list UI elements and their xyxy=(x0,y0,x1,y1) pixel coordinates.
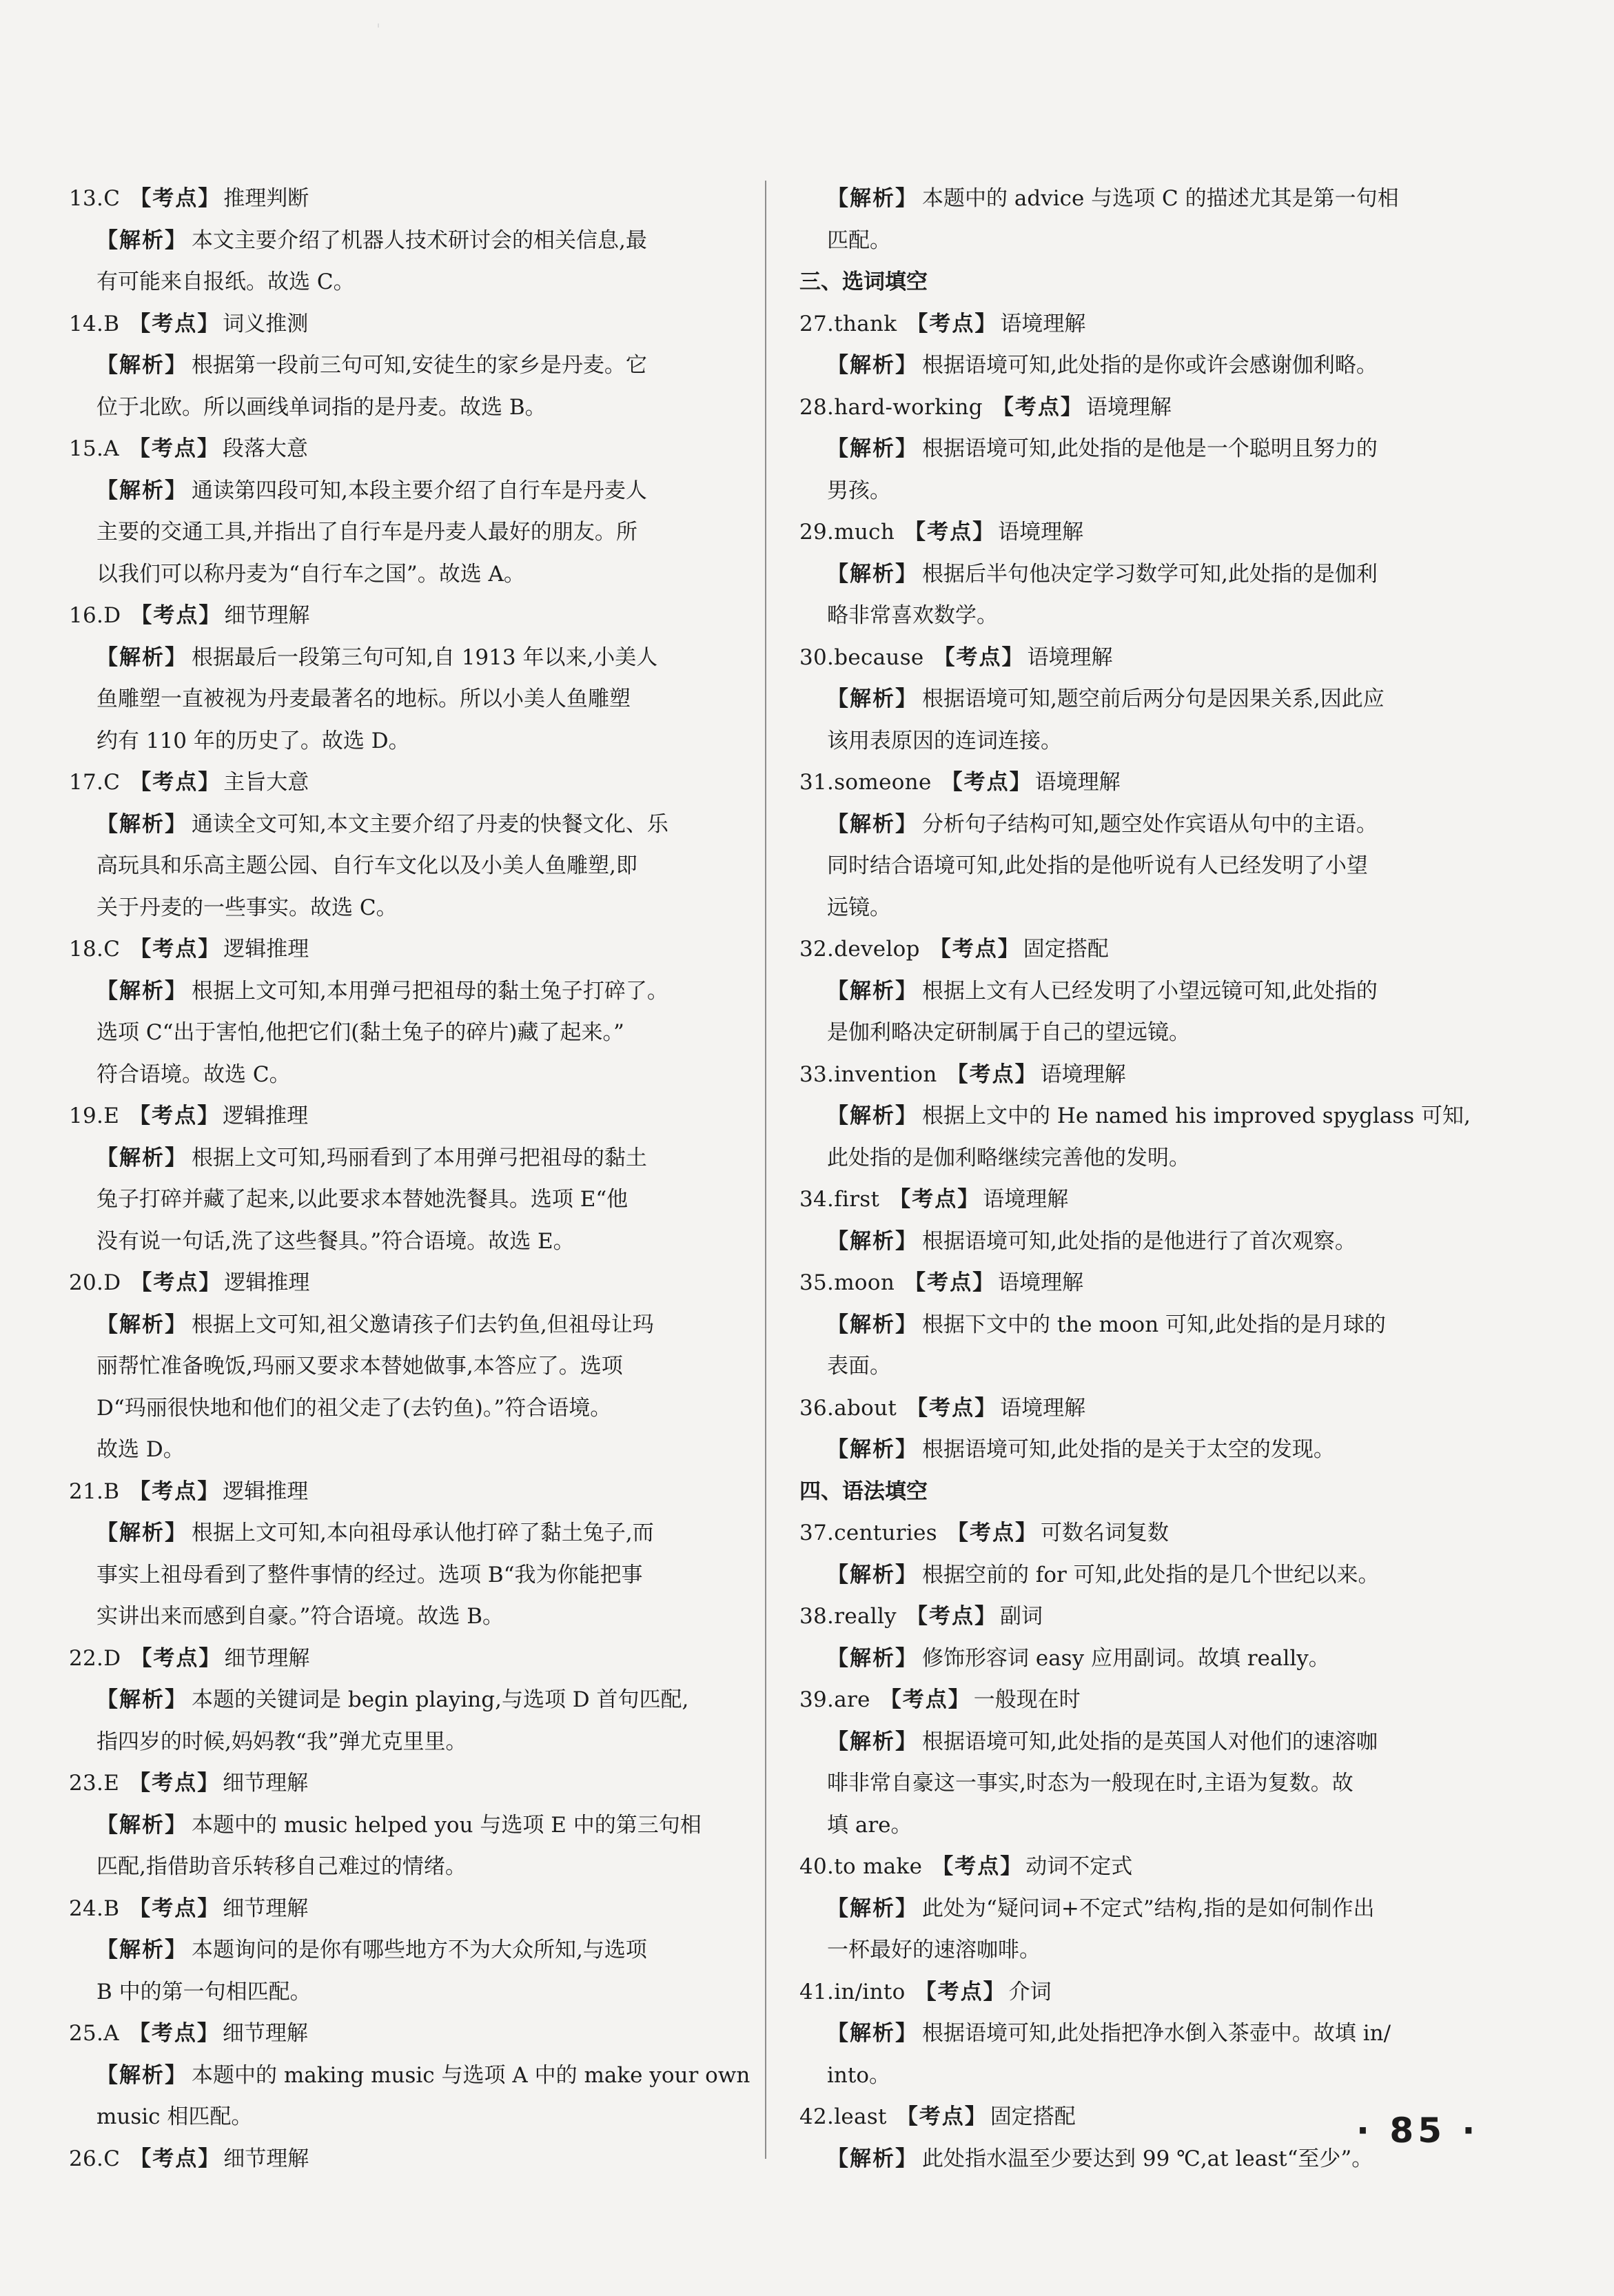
analysis-continuation: 高玩具和乐高主题公园、自行车文化以及小美人鱼雕塑,即 xyxy=(96,853,637,878)
question-header xyxy=(69,1262,732,1304)
kaodian-tag: 【考点】 xyxy=(929,937,1021,962)
jiexi-tag: 【解析】 xyxy=(827,1562,918,1587)
analysis-text: 通读全文可知,本文主要介绍了丹麦的快餐文化、乐 xyxy=(192,811,668,837)
analysis-text: 根据语境可知,此处指的是关于太空的发现。 xyxy=(922,1437,1335,1462)
analysis-text: 本题中的 making music 与选项 A 中的 make your own xyxy=(192,2062,750,2088)
kaodian-tag: 【考点】 xyxy=(129,1479,221,1504)
scan-mark xyxy=(378,23,379,28)
kaodian-topic: 细节理解 xyxy=(224,603,310,628)
analysis-continuation: 以我们可以称丹麦为“自行车之国”。故选 A。 xyxy=(96,561,525,587)
analysis-line xyxy=(69,470,732,512)
analysis-text: 根据第一段前三句可知,安徒生的家乡是丹麦。它 xyxy=(192,353,647,378)
jiexi-tag: 【解析】 xyxy=(96,1938,187,1962)
analysis-text: 分析句子结构可知,题空处作宾语从句中的主语。 xyxy=(922,811,1378,837)
question-header xyxy=(69,1471,732,1513)
analysis-text: 根据语境可知,此处指的是英国人对他们的速溶咖 xyxy=(922,1729,1378,1754)
analysis-text: 修饰形容词 easy 应用副词。故填 really。 xyxy=(922,1645,1330,1671)
analysis-text: 根据下文中的 the moon 可知,此处指的是月球的 xyxy=(922,1312,1386,1337)
analysis-text: 根据语境可知,此处指的是他进行了首次观察。 xyxy=(922,1228,1356,1254)
kaodian-tag: 【考点】 xyxy=(130,1270,222,1295)
question-header xyxy=(69,1888,732,1930)
question-header xyxy=(799,1262,1462,1304)
jiexi-tag: 【解析】 xyxy=(827,436,918,461)
kaodian-tag: 【考点】 xyxy=(130,1645,222,1671)
analysis-text: 通读第四段可知,本段主要介绍了自行车是丹麦人 xyxy=(192,478,647,503)
analysis-continuation: 丽帮忙准备晚饭,玛丽又要求本替她做事,本答应了。选项 xyxy=(96,1354,623,1379)
analysis-continuation: 匹配。 xyxy=(827,227,891,253)
question-header xyxy=(799,637,1462,679)
analysis-continuation: B 中的第一句相匹配。 xyxy=(96,1979,311,2004)
jiexi-tag: 【解析】 xyxy=(827,1437,918,1462)
analysis-text: 根据上文有人已经发明了小望远镜可知,此处指的 xyxy=(922,978,1378,1004)
question-header xyxy=(799,303,1462,345)
analysis-text: 根据上文可知,玛丽看到了本用弹弓把祖母的黏土 xyxy=(192,1145,647,1170)
kaodian-topic: 一般现在时 xyxy=(973,1687,1081,1712)
analysis-text: 根据空前的 for 可知,此处指的是几个世纪以来。 xyxy=(922,1562,1380,1587)
kaodian-topic: 动词不定式 xyxy=(1025,1854,1133,1879)
analysis-text: 本文主要介绍了机器人技术研讨会的相关信息,最 xyxy=(192,227,647,253)
analysis-line xyxy=(799,971,1462,1013)
kaodian-tag: 【考点】 xyxy=(128,2021,220,2046)
analysis-text: 本题询问的是你有哪些地方不为大众所知,与选项 xyxy=(192,1938,647,1962)
analysis-text: 根据语境可知,此处指的是你或许会感谢伽利略。 xyxy=(922,353,1378,378)
page-number: · 85 · xyxy=(1356,2111,1480,2151)
analysis-continuation: 填 are。 xyxy=(827,1812,912,1838)
answer-number: 32.develop xyxy=(799,937,920,962)
kaodian-tag: 【考点】 xyxy=(932,1854,1023,1879)
kaodian-topic: 介词 xyxy=(1008,1979,1052,2004)
answer-number: 34.first xyxy=(799,1187,880,1212)
answer-number: 40.to make xyxy=(799,1854,923,1879)
kaodian-topic: 段落大意 xyxy=(222,436,308,461)
analysis-continuation: 是伽利略决定研制属于自己的望远镜。 xyxy=(827,1020,1190,1045)
analysis-continuation: D“玛丽很快地和他们的祖父走了(去钓鱼)。”符合语境。 xyxy=(96,1395,612,1421)
analysis-text: 根据上文可知,本向祖母承认他打碎了黏土兔子,而 xyxy=(192,1521,654,1545)
question-header xyxy=(69,2013,732,2055)
analysis-text: 本题中的 music helped you 与选项 E 中的第三句相 xyxy=(192,1812,702,1838)
analysis-line xyxy=(69,1137,732,1179)
analysis-continuation: 匹配,指借助音乐转移自己难过的情绪。 xyxy=(96,1854,467,1879)
question-header xyxy=(69,303,732,345)
analysis-text: 根据后半句他决定学习数学可知,此处指的是伽利 xyxy=(922,561,1378,587)
jiexi-tag: 【解析】 xyxy=(96,1687,187,1712)
analysis-continuation: 鱼雕塑一直被视为丹麦最著名的地标。所以小美人鱼雕塑 xyxy=(96,687,631,711)
analysis-line xyxy=(799,1638,1462,1680)
analysis-line xyxy=(799,428,1462,470)
kaodian-topic: 主旨大意 xyxy=(223,770,309,795)
question-header xyxy=(799,1596,1462,1638)
analysis-line xyxy=(799,1721,1462,1763)
kaodian-tag: 【考点】 xyxy=(128,436,220,461)
analysis-continuation: 约有 110 年的历史了。故选 D。 xyxy=(96,728,410,753)
analysis-line xyxy=(69,2055,750,2097)
question-header xyxy=(799,762,1462,804)
jiexi-tag: 【解析】 xyxy=(96,1521,187,1545)
kaodian-topic: 语境理解 xyxy=(1027,644,1113,670)
question-header xyxy=(69,1095,732,1137)
question-header xyxy=(799,1512,1462,1554)
answer-number: 36.about xyxy=(799,1395,897,1421)
kaodian-topic: 固定搭配 xyxy=(990,2104,1076,2129)
jiexi-tag: 【解析】 xyxy=(827,1896,918,1921)
jiexi-tag: 【解析】 xyxy=(96,478,187,503)
kaodian-tag: 【考点】 xyxy=(889,1187,981,1212)
kaodian-tag: 【考点】 xyxy=(992,394,1083,420)
answer-number: 20.D xyxy=(69,1270,121,1295)
answer-number: 19.E xyxy=(69,1104,120,1128)
analysis-line xyxy=(799,1554,1462,1596)
analysis-continuation: music 相匹配。 xyxy=(96,2104,253,2129)
analysis-continuation: into。 xyxy=(827,2062,891,2088)
analysis-continuation: 主要的交通工具,并指出了自行车是丹麦人最好的朋友。所 xyxy=(96,520,637,545)
kaodian-tag: 【考点】 xyxy=(941,770,1032,795)
analysis-line xyxy=(69,1929,732,1971)
analysis-continuation: 关于丹麦的一些事实。故选 C。 xyxy=(96,895,398,920)
kaodian-tag: 【考点】 xyxy=(879,1687,971,1712)
analysis-text: 本题的关键词是 begin playing,与选项 D 首句匹配, xyxy=(192,1687,689,1712)
question-header xyxy=(799,1388,1462,1430)
jiexi-tag: 【解析】 xyxy=(827,2146,918,2171)
question-header xyxy=(69,928,732,971)
kaodian-topic: 语境理解 xyxy=(1085,394,1172,420)
kaodian-tag: 【考点】 xyxy=(130,186,221,211)
answer-number: 33.invention xyxy=(799,1061,937,1087)
jiexi-tag: 【解析】 xyxy=(827,1729,918,1754)
kaodian-topic: 细节理解 xyxy=(222,2021,308,2046)
section-heading: 三、选词填空 xyxy=(799,270,928,294)
jiexi-tag: 【解析】 xyxy=(827,186,918,211)
analysis-continuation: 此处指的是伽利略继续完善他的发明。 xyxy=(827,1145,1190,1170)
question-header xyxy=(69,1638,732,1680)
answer-number: 18.C xyxy=(69,937,121,962)
kaodian-tag: 【考点】 xyxy=(896,2104,988,2129)
kaodian-topic: 可数名词复数 xyxy=(1040,1521,1169,1545)
analysis-line xyxy=(69,220,732,262)
analysis-text: 根据语境可知,此处指把净水倒入茶壶中。故填 in/ xyxy=(922,2021,1391,2046)
kaodian-tag: 【考点】 xyxy=(904,520,996,545)
answer-number: 39.are xyxy=(799,1687,870,1712)
analysis-continuation: 一杯最好的速溶咖啡。 xyxy=(827,1938,1041,1962)
analysis-text: 根据语境可知,此处指的是他是一个聪明且努力的 xyxy=(922,436,1378,461)
answer-number: 42.least xyxy=(799,2104,887,2129)
analysis-line xyxy=(69,1512,732,1554)
answer-number: 15.A xyxy=(69,436,119,461)
jiexi-tag: 【解析】 xyxy=(96,353,187,378)
jiexi-tag: 【解析】 xyxy=(96,644,187,670)
analysis-continuation: 男孩。 xyxy=(827,478,891,503)
jiexi-tag: 【解析】 xyxy=(96,1312,187,1337)
analysis-line xyxy=(69,1304,732,1346)
jiexi-tag: 【解析】 xyxy=(827,353,918,378)
kaodian-topic: 语境理解 xyxy=(983,1187,1069,1212)
answer-number: 31.someone xyxy=(799,770,932,795)
analysis-text: 根据上文可知,本用弹弓把祖母的黏土兔子打碎了。 xyxy=(192,978,668,1004)
kaodian-tag: 【考点】 xyxy=(906,311,998,336)
answer-number: 17.C xyxy=(69,770,121,795)
analysis-continuation: 位于北欧。所以画线单词指的是丹麦。故选 B。 xyxy=(96,394,546,420)
kaodian-tag: 【考点】 xyxy=(129,1104,221,1128)
analysis-line xyxy=(69,1805,732,1847)
column-divider xyxy=(765,181,766,2159)
kaodian-tag: 【考点】 xyxy=(946,1061,1038,1087)
jiexi-tag: 【解析】 xyxy=(96,1812,187,1838)
kaodian-topic: 逻辑推理 xyxy=(223,1104,309,1128)
analysis-text: 根据上文中的 He named his improved spyglass 可知, xyxy=(922,1104,1471,1128)
answer-number: 26.C xyxy=(69,2146,121,2171)
kaodian-topic: 细节理解 xyxy=(223,1771,309,1796)
kaodian-topic: 语境理解 xyxy=(1040,1061,1126,1087)
analysis-line xyxy=(799,1095,1471,1137)
question-header xyxy=(799,1179,1462,1221)
question-header xyxy=(69,178,732,220)
analysis-continuation: 远镜。 xyxy=(827,895,891,920)
kaodian-tag: 【考点】 xyxy=(130,603,222,628)
analysis-continuation: 有可能来自报纸。故选 C。 xyxy=(96,270,355,294)
kaodian-topic: 语境理解 xyxy=(998,1270,1084,1295)
answer-number: 41.in/into xyxy=(799,1979,906,2004)
question-header xyxy=(799,511,1462,553)
question-header xyxy=(799,1679,1462,1721)
jiexi-tag: 【解析】 xyxy=(827,1312,918,1337)
analysis-line xyxy=(799,678,1462,720)
analysis-line xyxy=(799,1888,1462,1930)
analysis-text: 本题中的 advice 与选项 C 的描述尤其是第一句相 xyxy=(922,186,1399,211)
kaodian-topic: 副词 xyxy=(1000,1604,1043,1629)
question-header xyxy=(799,928,1462,971)
analysis-line xyxy=(799,2013,1462,2055)
kaodian-topic: 语境理解 xyxy=(1034,770,1121,795)
kaodian-tag: 【考点】 xyxy=(130,937,221,962)
analysis-line xyxy=(69,637,732,679)
jiexi-tag: 【解析】 xyxy=(96,978,187,1004)
kaodian-topic: 语境理解 xyxy=(1000,311,1086,336)
question-header xyxy=(799,1846,1462,1888)
answer-number: 27.thank xyxy=(799,311,897,336)
analysis-line xyxy=(799,553,1462,596)
analysis-continuation: 指四岁的时候,妈妈教“我”弹尤克里里。 xyxy=(96,1729,467,1754)
kaodian-topic: 逻辑推理 xyxy=(224,1270,310,1295)
kaodian-tag: 【考点】 xyxy=(915,1979,1006,2004)
analysis-text: 此处指水温至少要达到 99 ℃,at least“至少”。 xyxy=(922,2146,1373,2171)
jiexi-tag: 【解析】 xyxy=(827,561,918,587)
kaodian-tag: 【考点】 xyxy=(129,1896,221,1921)
analysis-line xyxy=(69,1679,732,1721)
analysis-continuation: 选项 C“出于害怕,他把它们(黏土兔子的碎片)藏了起来。” xyxy=(96,1020,624,1045)
analysis-text: 根据上文可知,祖父邀请孩子们去钓鱼,但祖母让玛 xyxy=(192,1312,654,1337)
answer-number: 30.because xyxy=(799,644,924,670)
kaodian-tag: 【考点】 xyxy=(130,2146,221,2171)
answer-number: 29.much xyxy=(799,520,895,545)
analysis-text: 根据语境可知,题空前后两分句是因果关系,因此应 xyxy=(922,687,1385,711)
analysis-continuation: 该用表原因的连词连接。 xyxy=(827,728,1062,753)
kaodian-tag: 【考点】 xyxy=(904,1270,996,1295)
answer-number: 22.D xyxy=(69,1645,121,1671)
question-header xyxy=(799,1971,1462,2013)
analysis-continuation: 略非常喜欢数学。 xyxy=(827,603,998,628)
right-column xyxy=(799,178,1471,2180)
analysis-line xyxy=(799,804,1462,846)
jiexi-tag: 【解析】 xyxy=(96,2062,187,2088)
analysis-line xyxy=(799,1304,1462,1346)
question-header xyxy=(69,595,732,637)
answer-number: 24.B xyxy=(69,1896,120,1921)
question-header xyxy=(69,762,732,804)
kaodian-topic: 逻辑推理 xyxy=(223,937,309,962)
analysis-continuation: 表面。 xyxy=(827,1354,891,1379)
analysis-line xyxy=(69,971,732,1013)
kaodian-topic: 固定搭配 xyxy=(1023,937,1109,962)
answer-number: 28.hard-working xyxy=(799,394,983,420)
question-header xyxy=(799,387,1462,429)
question-header xyxy=(69,2138,732,2180)
answer-number: 16.D xyxy=(69,603,121,628)
question-header xyxy=(799,1054,1462,1096)
section-heading: 四、语法填空 xyxy=(799,1479,928,1504)
kaodian-tag: 【考点】 xyxy=(906,1395,998,1421)
jiexi-tag: 【解析】 xyxy=(96,811,187,837)
answer-number: 37.centuries xyxy=(799,1521,937,1545)
jiexi-tag: 【解析】 xyxy=(827,978,918,1004)
answer-number: 21.B xyxy=(69,1479,120,1504)
answer-number: 14.B xyxy=(69,311,120,336)
jiexi-tag: 【解析】 xyxy=(827,811,918,837)
jiexi-tag: 【解析】 xyxy=(827,1228,918,1254)
answer-number: 38.really xyxy=(799,1604,897,1629)
question-header xyxy=(69,428,732,470)
left-column xyxy=(69,178,750,2180)
analysis-continuation: 事实上祖母看到了整件事情的经过。选项 B“我为你能把事 xyxy=(96,1562,643,1587)
question-header xyxy=(69,1762,732,1805)
answer-number: 35.moon xyxy=(799,1270,895,1295)
analysis-continuation: 故选 D。 xyxy=(96,1437,185,1462)
jiexi-tag: 【解析】 xyxy=(96,1145,187,1170)
kaodian-topic: 逻辑推理 xyxy=(223,1479,309,1504)
jiexi-tag: 【解析】 xyxy=(827,687,918,711)
jiexi-tag: 【解析】 xyxy=(827,1104,918,1128)
jiexi-tag: 【解析】 xyxy=(96,227,187,253)
kaodian-tag: 【考点】 xyxy=(129,311,221,336)
kaodian-topic: 语境理解 xyxy=(1000,1395,1086,1421)
kaodian-tag: 【考点】 xyxy=(933,644,1025,670)
kaodian-topic: 细节理解 xyxy=(223,1896,309,1921)
answer-number: 13.C xyxy=(69,186,121,211)
analysis-line xyxy=(799,1429,1462,1471)
analysis-continuation: 啡非常自豪这一事实,时态为一般现在时,主语为复数。故 xyxy=(827,1771,1353,1796)
analysis-line xyxy=(799,1221,1462,1263)
analysis-line xyxy=(69,804,732,846)
analysis-continuation: 同时结合语境可知,此处指的是他听说有人已经发明了小望 xyxy=(827,853,1368,878)
kaodian-topic: 语境理解 xyxy=(998,520,1084,545)
kaodian-topic: 细节理解 xyxy=(223,2146,309,2171)
analysis-continuation: 实讲出来而感到自豪。”符合语境。故选 B。 xyxy=(96,1604,504,1629)
analysis-line xyxy=(799,178,1462,220)
analysis-continuation: 没有说一句话,洗了这些餐具。”符合语境。故选 E。 xyxy=(96,1228,575,1254)
jiexi-tag: 【解析】 xyxy=(827,1645,918,1671)
analysis-text: 此处为“疑问词+不定式”结构,指的是如何制作出 xyxy=(922,1896,1375,1921)
kaodian-tag: 【考点】 xyxy=(946,1521,1038,1545)
analysis-continuation: 兔子打碎并藏了起来,以此要求本替她洗餐具。选项 E“他 xyxy=(96,1187,629,1212)
kaodian-topic: 推理判断 xyxy=(223,186,309,211)
analysis-text: 根据最后一段第三句可知,自 1913 年以来,小美人 xyxy=(192,644,658,670)
jiexi-tag: 【解析】 xyxy=(827,2021,918,2046)
answer-number: 23.E xyxy=(69,1771,120,1796)
kaodian-topic: 细节理解 xyxy=(224,1645,310,1671)
analysis-continuation: 符合语境。故选 C。 xyxy=(96,1061,291,1087)
kaodian-tag: 【考点】 xyxy=(906,1604,997,1629)
analysis-line xyxy=(799,345,1462,387)
kaodian-tag: 【考点】 xyxy=(130,770,221,795)
answer-number: 25.A xyxy=(69,2021,119,2046)
kaodian-tag: 【考点】 xyxy=(129,1771,221,1796)
kaodian-topic: 词义推测 xyxy=(223,311,309,336)
analysis-line xyxy=(69,345,732,387)
